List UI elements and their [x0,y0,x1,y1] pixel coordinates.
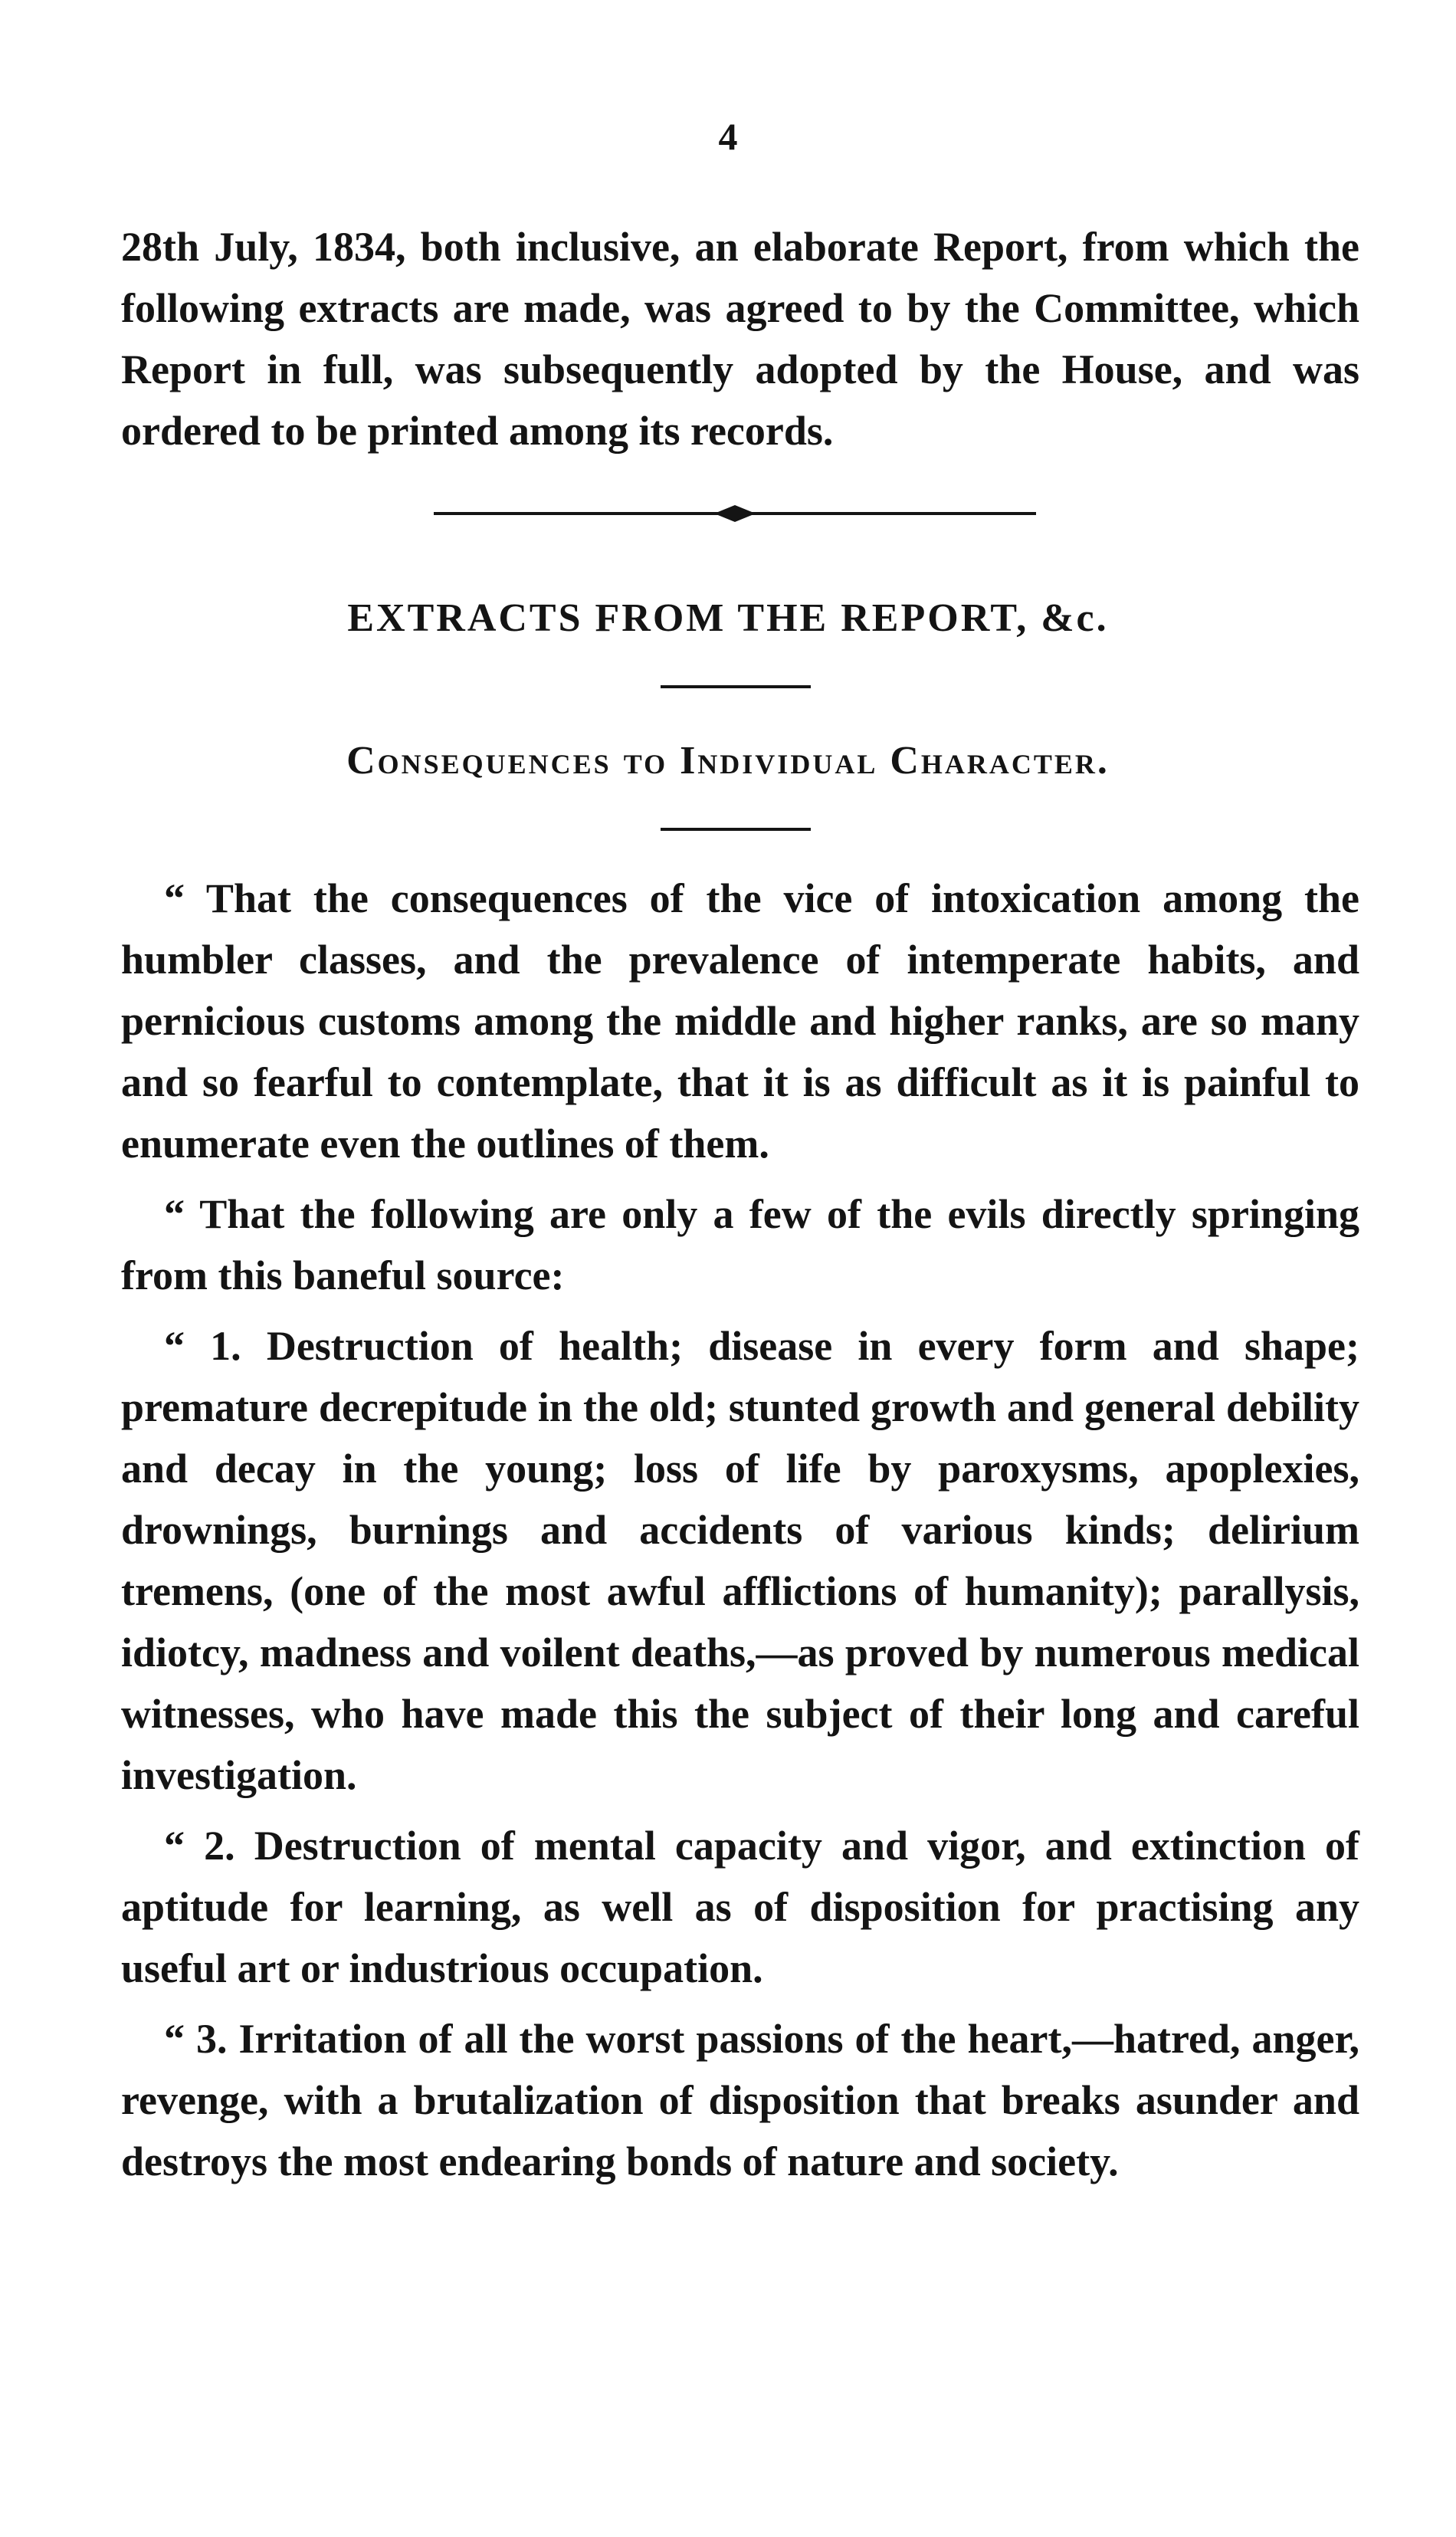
short-divider-top [661,685,811,688]
extract-paragraph: “ That the consequences of the vice of intoxication among the humbler classes, and the prevalence of intemperate habits, and pernicious customs among the middle and higher ranks, are so many and so fearful to contemplate, that it is as difficult as it is painful to enumerate even the outlines of them. [121,875,1359,1167]
extract-paragraph: “ 2. Destruction of mental capacity and vigor, and extinction of aptitude for learning, as well as of disposition for practising any useful art or industrious occupation. [121,1823,1359,1991]
page-number: 4 [718,115,738,158]
short-divider-bottom [661,828,811,831]
extract-paragraph: “ That the following are only a few of the evils directly springing from this baneful source: [121,1191,1359,1298]
section-subheading: Consequences to Individual Character. [346,739,1110,783]
extracts-text [121,868,1359,2201]
intro-paragraph: 28th July, 1834, both inclusive, an elaborate Report, from which the following extracts are made, was agreed to by the Committee, which Report in full, was subsequently adopted by the House, and was ordered to be printed among its records. [121,224,1359,454]
extract-paragraph: “ 1. Destruction of health; disease in every form and shape; premature decrepitude in the old; stunted growth and general debility and decay in the young; loss of life by paroxysms, apoplexies, drownings, burnings and accidents of various kinds; delirium tremens, (one of the most awful afflictions of humanity); parallysis, idiotcy, madness and voilent deaths,—as proved by numerous medical witnesses, who have made this the subject of their long and careful investigation. [121,1323,1359,1798]
intro-paragraph-block [121,216,1359,461]
section-heading: EXTRACTS FROM THE REPORT, &c. [347,596,1109,640]
extract-paragraph: “ 3. Irritation of all the worst passions of the heart,—hatred, anger, revenge, with a brutalization of disposition that breaks asunder and destroys the most endearing bonds of nature and society. [121,2016,1359,2184]
ornamental-divider [434,504,1036,523]
